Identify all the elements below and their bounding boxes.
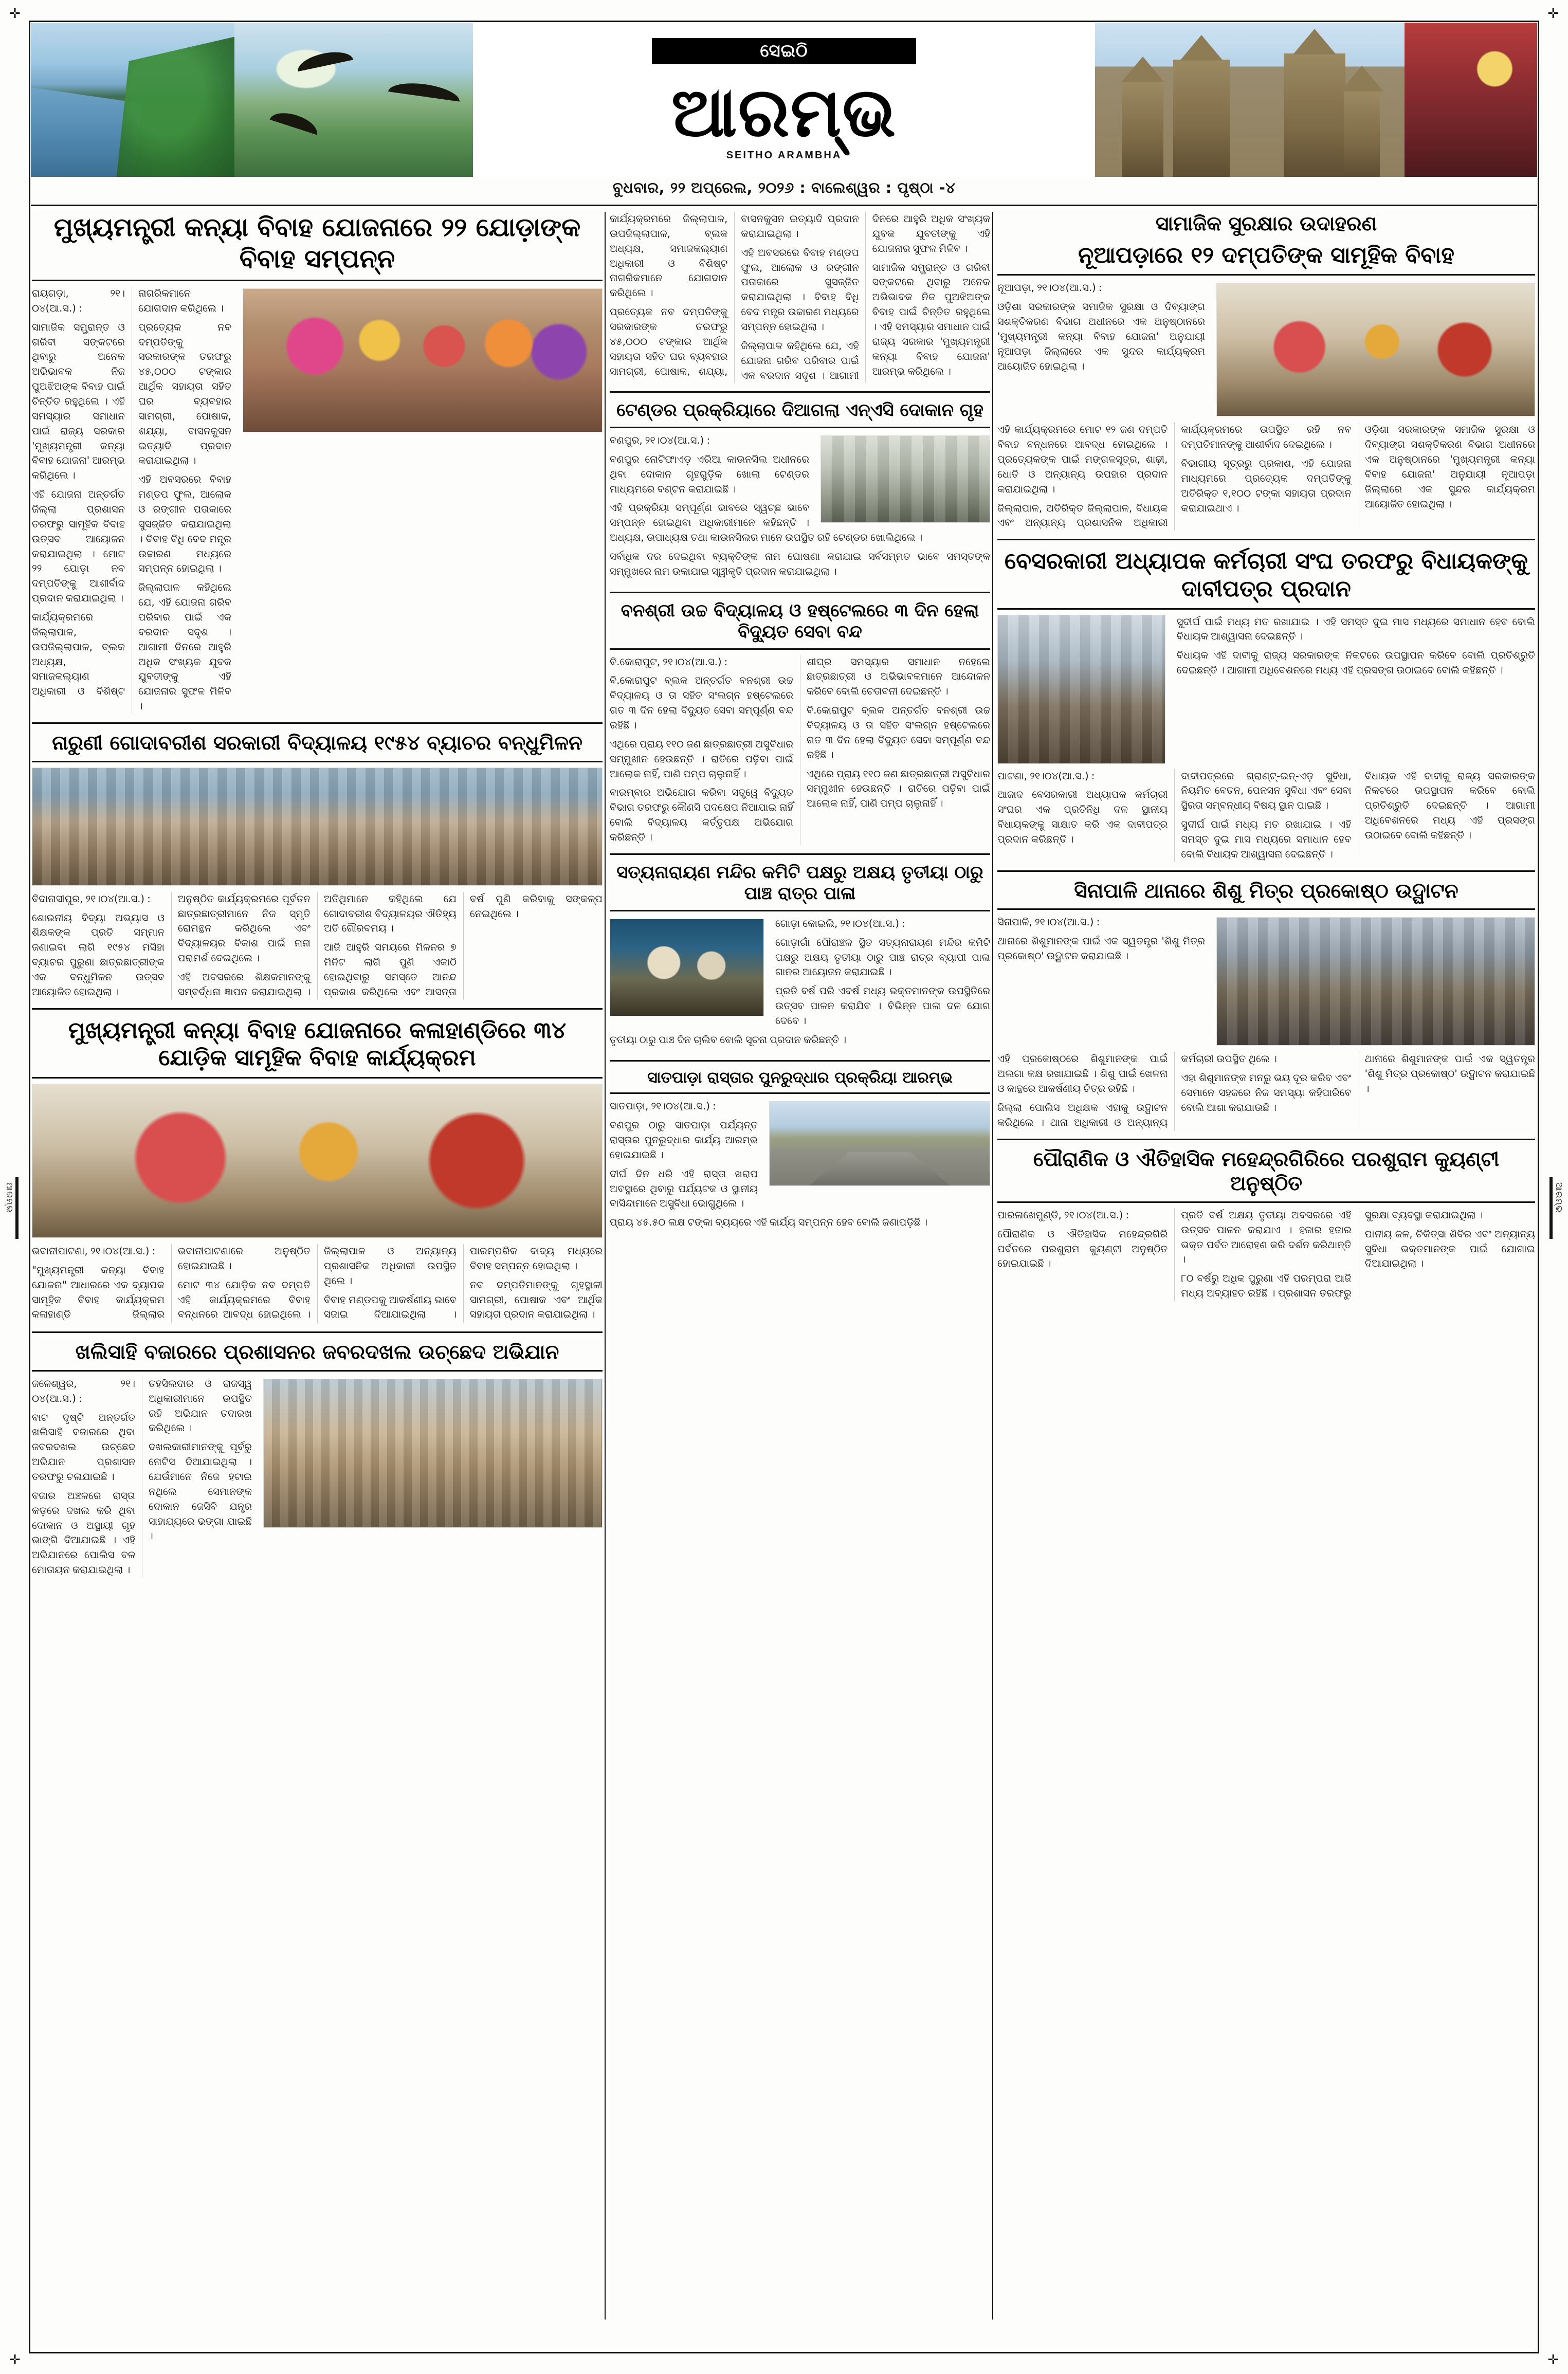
dateline-mahendragiri-parasuram: ପାରଳାଖେମୁଣ୍ଡି, ୨୧।୦୪(ଆ.ସ.) :: [997, 1209, 1129, 1221]
para: ଦାବୀପତ୍ରରେ ଗ୍ରାଣ୍ଟ୍-ଇନ୍-ଏଡ଼ ସୁବିଧା, ନିୟମିତ ବେତନ, ପେନସନ ସୁବିଧା ଏବଂ ସେବା ସ୍ଥିରତା ସମ୍ବନ୍ଧୀୟ ବିଷୟ ସ୍ଥାନ ପାଇଛି ।: [1181, 770, 1352, 812]
pala-performance-photo: [610, 919, 764, 1016]
para: ବାରମ୍ବାର ଅଭିଯୋଗ କରିବା ସତ୍ତ୍ୱେ ବିଦ୍ୟୁତ ବିଭାଗ ତରଫରୁ କୌଣସି ପଦକ୍ଷେପ ନିଆଯାଇ ନାହିଁ ବୋଲି ବିଦ୍ୟାଳୟ କର୍ତ୍ତୃପକ୍ଷ ଅଭିଯୋଗ କରିଛନ୍ତି ।: [610, 787, 793, 844]
headline-salapada-road: ସାତପାଡ଼ା ରାସ୍ତାର ପୁନରୁଦ୍ଧାର ପ୍ରକ୍ରିୟା ଆରମ୍ଭ: [647, 1068, 953, 1087]
column-divider-2: [992, 212, 993, 2320]
headline-rule: [610, 910, 990, 911]
nac-meeting-photo: [821, 435, 990, 523]
para: ବଜାର ଅଞ୍ଚଳରେ ରାସ୍ତା କଡ଼ରେ ଦଖଲ କରି ଥିବା ଦୋକାନ ଓ ଅସ୍ଥାୟୀ ଗୃହ ଭାଙ୍ଗି ଦିଆଯାଇଛି । ଏହି ଅଭିଯାନରେ ପୋଲିସ ବଳ ମୋତାୟନ କରାଯାଇଥିଲା ।: [32, 1489, 135, 1576]
odissi-dancer-photo: [1405, 23, 1537, 177]
section-rule: [997, 1139, 1535, 1140]
dateline-teacher-union-demand: ପାଟଣା, ୨୧।୦୪(ଆ.ସ.) :: [997, 770, 1095, 782]
para: ଜିଲ୍ଲା ପୋଲିସ ଅଧିକ୍ଷକ ଏହାକୁ ଉଦ୍ଘାଟନ କରିଥିଲେ । ଥାନା ଅଧିକାରୀ ଓ ଅନ୍ୟାନ୍ୟ କର୍ମଚାରୀ ଉପସ୍ଥିତ ଥିଲେ ।: [997, 1053, 1277, 1128]
headline-narunia-reunion: ନାରୁଣୀ ଗୋଦାବରୀଶ ସରକାରୀ ବିଦ୍ୟାଳୟ ୧୯୫୪ ବ୍ୟାଚର ବନ୍ଧୁମିଳନ: [52, 732, 582, 755]
dateline-narunia-reunion: ବିଦାନାସୀପୁର, ୨୧।୦୪(ଆ.ସ.) :: [32, 892, 151, 905]
masthead-left-images: [31, 23, 473, 177]
para: ଶୀଘ୍ର ସମସ୍ୟାର ସମାଧାନ ନହେଲେ ଛାତ୍ରଛାତ୍ରୀ ଓ ଅଭିଭାବକମାନେ ଆନ୍ଦୋଳନ କରିବେ ବୋଲି ଚେତାବନୀ ଦେଇଛନ୍ତି ।: [807, 655, 990, 698]
body-teacher-union-demand-side: [1177, 615, 1535, 682]
dateline-satyanarayan-temple: ଗୋଡ଼ା କୋଇଲି, ୨୧।୦୪(ଆ.ସ.) :: [775, 917, 905, 929]
para: ପ୍ରତ୍ୟେକ ନବ ଦମ୍ପତିଙ୍କୁ ସରକାରଙ୍କ ତରଫରୁ ୪୫,୦୦୦ ଟଙ୍କାର ଆର୍ଥିକ ସହାୟତା ସହିତ ଘର ବ୍ୟବହାର ସାମଗ୍ରୀ, ପୋଷାକ, ଶଯ୍ୟା, ବାସନକୁସନ ଇତ୍ୟାଦି ପ୍ରଦାନ କରାଯାଇଥିଲା ।: [138, 321, 231, 467]
para: ବଣପୁର ନୋଟିଫାଏଡ଼ ଏରିଆ କାଉନସିଲ ଅଧୀନରେ ଥିବା ଦୋକାନ ଗୃହଗୁଡ଼ିକ ଖୋଲା ଟେଣ୍ଡର ମାଧ୍ୟମରେ ବଣ୍ଟନ କରାଯାଇଛି ।: [610, 453, 809, 495]
section-rule: [610, 853, 990, 855]
edge-label-right: ଆରମ୍ଭ: [1554, 1182, 1564, 1213]
body-nuapada-12-couples-cont: [997, 423, 1535, 531]
para: ବିଧାୟକ ଏହି ଦାବୀକୁ ରାଜ୍ୟ ସରକାରଙ୍କ ନିକଟରେ ଉପସ୍ଥାପନ କରିବେ ବୋଲି ପ୍ରତିଶ୍ରୁତି ଦେଇଛନ୍ତି । ଆଗାମୀ ଅଧିବେଶନରେ ମଧ୍ୟ ଏହି ପ୍ରସଙ୍ଗ ଉଠାଇବେ ବୋଲି କହିଛନ୍ତି ।: [1176, 649, 1535, 677]
headline-rule: [610, 1092, 990, 1094]
para: ଏଥିରେ ପ୍ରାୟ ୧୧୦ ଜଣ ଛାତ୍ରଛାତ୍ରୀ ଅସୁବିଧାର ସମ୍ମୁଖୀନ ହେଉଛନ୍ତି । ରାତିରେ ପଢ଼ିବା ପାଇଁ ଆଲୋକ ନାହିଁ, ପାଣି ପମ୍ପ ଚାଲୁନାହିଁ ।: [610, 738, 793, 780]
dateline: ବୁଧବାର, ୨୨ ଅପ୍ରେଲ, ୨୦୨୬ : ବାଲେଶ୍ୱର : ପୃଷ୍ଠା -୪: [612, 179, 956, 196]
para: ଆଜାଦ ବେସରକାରୀ ଅଧ୍ୟାପକ କର୍ମଚାରୀ ସଂଘର ଏକ ପ୍ରତିନିଧି ଦଳ ସ୍ଥାନୀୟ ବିଧାୟକଙ୍କୁ ସାକ୍ଷାତ କରି ଏକ ଦାବୀପତ୍ର ପ୍ରଦାନ କରିଛନ୍ତି ।: [997, 789, 1168, 846]
nuapada-wedding-photo: [1216, 283, 1535, 416]
article-mahendragiri-parasuram: [997, 1147, 1535, 1301]
para: ବିବାହ ମଣ୍ଡପକୁ ଆକର୍ଷଣୀୟ ଭାବେ ସଜାଇ ଦିଆଯାଇଥିଲା । ପାରମ୍ପରିକ ବାଦ୍ୟ ମଧ୍ୟରେ ବିବାହ ସମ୍ପନ୍ନ ହୋଇଥିଲା ।: [324, 1245, 603, 1321]
dateline-nuapada-12-couples: ନୂଆପଡ଼ା, ୨୧।୦୪(ଆ.ସ.) :: [997, 282, 1102, 294]
headline-rule: [997, 908, 1535, 910]
body-narunia-reunion: [32, 892, 603, 1000]
para: ତହସିଲଦାର ଓ ରାଜସ୍ୱ ଅଧିକାରୀମାନେ ଉପସ୍ଥିତ ରହି ଅଭିଯାନ ତଦାରଖ କରିଥିଲେ ।: [149, 1377, 252, 1434]
temple-photo: [1095, 23, 1245, 177]
article-narunia-reunion: [32, 731, 603, 1000]
kicker-nuapada-12-couples: ସାମାଜିକ ସୁରକ୍ଷାର ଉଦାହରଣ: [1155, 212, 1377, 235]
eagles-photo: [234, 23, 473, 177]
body-teacher-union-demand: [997, 769, 1535, 862]
para: "ମୁଖ୍ୟମନ୍ତ୍ରୀ କନ୍ୟା ବିବାହ ଯୋଜନା" ଆଧାରରେ ଏକ ବ୍ୟାପକ ସାମୂହିକ ବିବାହ କାର୍ଯ୍ୟକ୍ରମ କଳାହାଣ୍ଡି ଜିଲ୍ଲାର ଭବାନୀପାଟଣାରେ ଅନୁଷ୍ଠିତ ହୋଇଯାଇଛି ।: [32, 1245, 311, 1321]
para: ୮୦ ବର୍ଷରୁ ଅଧିକ ପୁରୁଣା ଏହି ପରମ୍ପରା ଆଜି ମଧ୍ୟ ଅବ୍ୟାହତ ରହିଛି । ପ୍ରଶାସନ ତରଫରୁ ସୁରକ୍ଷା ବ୍ୟବସ୍ଥା କରାଯାଇଥିଲା ।: [1181, 1209, 1483, 1300]
para: କାର୍ଯ୍ୟକ୍ରମରେ ଜିଲ୍ଲାପାଳ, ଉପଜିଲ୍ଲାପାଳ, ବ୍ଲକ ଅଧ୍ୟକ୍ଷ, ସମାଜକଲ୍ୟାଣ ଅଧିକାରୀ ଓ ବିଶିଷ୍ଟ ନାଗରିକମାନେ ଯୋଗଦାନ କରିଥିଲେ ।: [32, 287, 224, 698]
para: ଜିଲ୍ଲାପାଳ କହିଥିଲେ ଯେ, ଏହି ଯୋଜନା ଗରିବ ପରିବାର ପାଇଁ ଏକ ବରଦାନ ସଦୃଶ । ଆଗାମୀ ଦିନରେ ଆହୁରି ଅଧିକ ସଂଖ୍ୟକ ଯୁବକ ଯୁବତୀଙ୍କୁ ଏହି ଯୋଜନାର ସୁଫଳ ମିଳିବ ।: [138, 581, 231, 713]
coastline-photo: [31, 23, 234, 177]
para: ତୃତୀୟା ଠାରୁ ପାଞ୍ଚ ଦିନ ଚାଲିବ ବୋଲି ସୂଚନା ପ୍ରଦାନ କରିଛନ୍ତି ।: [610, 1033, 847, 1046]
body-khalisahi-eviction: [32, 1377, 252, 1578]
headline-satyanarayan-temple: ସତ୍ୟନାରାୟଣ ମନ୍ଦିର କମିଟି ପକ୍ଷରୁ ଅକ୍ଷୟ ତୃତୀୟା ଠାରୁ ପାଞ୍ଚ ରାତ୍ର ପାଳା: [616, 862, 983, 904]
para: ଜିଲ୍ଲାପାଳ କହିଥିଲେ ଯେ, ଏହି ଯୋଜନା ଗରିବ ପରିବାର ପାଇଁ ଏକ ବରଦାନ ସଦୃଶ । ଆଗାମୀ ଦିନରେ ଆହୁରି ଅଧିକ ସଂଖ୍ୟକ ଯୁବକ ଯୁବତୀଙ୍କୁ ଏହି ଯୋଜନାର ସୁଫଳ ମିଳିବ ।: [741, 213, 990, 381]
headline-mahendragiri-parasuram: ପୌରାଣିକ ଓ ଐତିହାସିକ ମହେନ୍ଦ୍ରଗିରିରେ ପରଶୁରାମ କୁୟଣ୍ଟୀ ଅନୁଷ୍ଠିତ: [1033, 1147, 1500, 1196]
para: ବି.କୋରାପୁଟ ବ୍ଲକ ଅନ୍ତର୍ଗତ ବନଶ୍ରୀ ଉଚ୍ଚ ବିଦ୍ୟାଳୟ ଓ ତା ସହିତ ସଂଲଗ୍ନ ହଷ୍ଟେଲରେ ଗତ ୩ ଦିନ ହେଲା ବିଦ୍ୟୁତ ସେବା ସମ୍ପୂର୍ଣ୍ଣ ବନ୍ଦ ରହିଛି ।: [610, 674, 793, 732]
headline-khalisahi-eviction: ଖଲିସାହି ବଜାରରେ ପ୍ରଶାସନର ଜବରଦଖଲ ଉଚ୍ଛେଦ ଅଭିଯାନ: [75, 1341, 559, 1364]
headline-rule: [32, 280, 603, 281]
para: ବଣପୁର ଠାରୁ ସାତପାଡ଼ା ପର୍ଯ୍ୟନ୍ତ ରାସ୍ତାର ପୁନରୁଦ୍ଧାର କାର୍ଯ୍ୟ ଆରମ୍ଭ ହୋଇଯାଇଛି ।: [610, 1119, 758, 1161]
para: ପ୍ରାୟ ୪୫.୫୦ ଲକ୍ଷ ଟଙ୍କା ବ୍ୟୟରେ ଏହି କାର୍ଯ୍ୟ ସମ୍ପନ୍ନ ହେବ ବୋଲି ଜଣାପଡ଼ିଛି ।: [610, 1216, 928, 1229]
headline-rule: [32, 761, 603, 762]
child-cell-inauguration-photo: [1216, 917, 1535, 1046]
crop-mark-top-right: ✛: [1547, 6, 1559, 22]
para: ଏହି ଅବସରରେ ଶିକ୍ଷକମାନଙ୍କୁ ସମ୍ବର୍ଦ୍ଧନା ଜ୍ଞାପନ କରାଯାଇଥିଲା । ଅତିଥିମାନେ କହିଥିଲେ ଯେ ଗୋଦାବରୀଶ ବିଦ୍ୟାଳୟର ଐତିହ୍ୟ ଅତି ଗୌରବମୟ ।: [178, 892, 457, 998]
headline-rule: [610, 648, 990, 650]
masthead-title-block: [473, 23, 1095, 177]
article-nc-tender-shop: [610, 400, 990, 583]
article-salapada-road: [610, 1069, 990, 1234]
headline-rule: [997, 274, 1535, 276]
school-reunion-group-photo: [32, 768, 603, 886]
para: ଏହି ଯୋଜନା ଅନ୍ତର୍ଗତ ଜିଲ୍ଲା ପ୍ରଶାସନ ତରଫରୁ ସାମୂହିକ ବିବାହ ଉତ୍ସବ ଆୟୋଜନ କରାଯାଇଥିଲା । ମୋଟ ୨୨ ଯୋଡ଼ା ନବ ଦମ୍ପତିଙ୍କୁ ଆଶୀର୍ବାଦ ପ୍ରଦାନ କରାଯାଇଥିଲା ।: [32, 488, 125, 605]
section-rule: [610, 1060, 990, 1062]
section-rule: [610, 592, 990, 593]
para: ଏହି କାର୍ଯ୍ୟକ୍ରମରେ ମୋଟ ୧୨ ଜଣ ଦମ୍ପତି ବିବାହ ବନ୍ଧନରେ ଆବଦ୍ଧ ହୋଇଥିଲେ । ପ୍ରତ୍ୟେକଙ୍କ ପାଇଁ ମଙ୍ଗଳସୂତ୍ର, ଶାଢ଼ୀ, ଧୋତି ଓ ଅନ୍ୟାନ୍ୟ ଉପହାର ପ୍ରଦାନ କରାଯାଇଥିଲା ।: [997, 424, 1168, 495]
headline-rule: [32, 1370, 603, 1372]
article-teacher-union-demand: [997, 547, 1535, 862]
para: ଥାନାରେ ଶିଶୁମାନଙ୍କ ପାଇଁ ଏକ ସ୍ୱତନ୍ତ୍ର 'ଶିଶୁ ମିତ୍ର ପ୍ରକୋଷ୍ଠ' ଉଦ୍ଘାଟନ କରାଯାଇଛି ।: [1364, 1053, 1535, 1095]
para: କାର୍ଯ୍ୟକ୍ରମରେ ଜିଲ୍ଲାପାଳ, ଉପଜିଲ୍ଲାପାଳ, ବ୍ଲକ ଅଧ୍ୟକ୍ଷ, ସମାଜକଲ୍ୟାଣ ଅଧିକାରୀ ଓ ବିଶିଷ୍ଟ ନାଗରିକମାନେ ଯୋଗଦାନ କରିଥିଲେ ।: [610, 213, 728, 299]
dateline-banashree-power-cut: ବି.କୋରାପୁଟ, ୨୧।୦୪(ଆ.ସ.) :: [610, 655, 728, 668]
headline-rule: [610, 427, 990, 428]
para: ଏହି ଅବସରରେ ବିବାହ ମଣ୍ଡପ ଫୁଲ, ଆଲୋକ ଓ ରଙ୍ଗୀନ ପତାକାରେ ସୁସଜ୍ଜିତ କରାଯାଇଥିଲା । ବିବାହ ବିଧି ବେଦ ମନ୍ତ୍ର ଉଚ୍ଚାରଣ ମଧ୍ୟରେ ସମ୍ପନ୍ନ ହୋଇଥିଲା ।: [741, 246, 859, 333]
column-left: [32, 212, 603, 1585]
para: ବିଧାୟକ ଏହି ଦାବୀକୁ ରାଜ୍ୟ ସରକାରଙ୍କ ନିକଟରେ ଉପସ୍ଥାପନ କରିବେ ବୋଲି ପ୍ରତିଶ୍ରୁତି ଦେଇଛନ୍ତି । ଆଗାମୀ ଅଧିବେଶନରେ ମଧ୍ୟ ଏହି ପ୍ରସଙ୍ଗ ଉଠାଇବେ ବୋଲି କହିଛନ୍ତି ।: [1364, 770, 1535, 842]
column-divider-1: [605, 212, 606, 2320]
para: ଓଡ଼ିଶା ସରକାରଙ୍କ ସମାଜିକ ସୁରକ୍ଷା ଓ ଦିବ୍ୟାଙ୍ଗ ସଶକ୍ତିକରଣ ବିଭାଗ ଅଧୀନରେ ଏକ ଅନୁଷ୍ଠାନରେ 'ମୁଖ୍ୟମନ୍ତ୍ରୀ କନ୍ୟା ବିବାହ ଯୋଜନା' ଅନୁଯାୟୀ ନୂଆପଡ଼ା ଜିଲ୍ଲାରେ ଏକ ସୁନ୍ଦର କାର୍ଯ୍ୟକ୍ରମ ଆୟୋଜିତ ହୋଇଥିଲା ।: [1364, 424, 1535, 510]
dateline-kalahandi-34-couples: ଭବାନୀପାଟଣା, ୨୧।୦୪(ଆ.ସ.) :: [32, 1245, 156, 1257]
body-cm-kanya-bibaha-22: [32, 286, 231, 714]
para: ଓଡ଼ିଶା ସରକାରଙ୍କ ସମାଜିକ ସୁରକ୍ଷା ଓ ଦିବ୍ୟାଙ୍ଗ ସଶକ୍ତିକରଣ ବିଭାଗ ଅଧୀନରେ ଏକ ଅନୁଷ୍ଠାନରେ 'ମୁଖ୍ୟମନ୍ତ୍ରୀ କନ୍ୟା ବିବାହ ଯୋଜନା' ଅନୁଯାୟୀ ନୂଆପଡ଼ା ଜିଲ୍ଲାରେ ଏକ ସୁନ୍ଦର କାର୍ଯ୍ୟକ୍ରମ ଆୟୋଜିତ ହୋଇଥିଲା ।: [997, 301, 1205, 372]
dateline-nc-tender-shop: ବଣପୁର, ୨୧।୦୪(ଆ.ସ.) :: [610, 434, 710, 446]
headline-rule: [997, 608, 1535, 610]
para: ଗୋଡ଼ାଗାଁ ପୌରାଞ୍ଚଳ ସ୍ଥିତ ସତ୍ୟନାରାୟଣ ମନ୍ଦିର କମିଟି ପକ୍ଷରୁ ଅକ୍ଷୟ ତୃତୀୟା ଠାରୁ ପାଞ୍ଚ ରାତ୍ର ବ୍ୟାପୀ ପାଳା ଗାନର ଆୟୋଜନ କରାଯାଇଛି ।: [775, 936, 990, 978]
dateline-cm-kanya-bibaha-22: ରାୟଗଡ଼ା, ୨୧।୦୪(ଆ.ସ.) :: [32, 287, 125, 314]
masthead-title: ଆରମ୍ଭ: [671, 72, 897, 152]
article-cm-kanya-bibaha-22: [32, 212, 603, 714]
kalahandi-wedding-group-photo: [32, 1084, 603, 1238]
para: ପାନୀୟ ଜଳ, ଚିକିତ୍ସା ଶିବିର ଏବଂ ଅନ୍ୟାନ୍ୟ ସୁବିଧା ଭକ୍ତମାନଙ୍କ ପାଇଁ ଯୋଗାଇ ଦିଆଯାଇଥିଲା ।: [1364, 1228, 1535, 1270]
para: ପ୍ରତି ବର୍ଷ ପରି ଏବର୍ଷ ମଧ୍ୟ ଭକ୍ତମାନଙ୍କ ଉପସ୍ଥିତିରେ ଉତ୍ସବ ପାଳନ କରାଯିବ । ବିଭିନ୍ନ ପାଳା ଦଳ ଯୋଗ ଦେବେ ।: [775, 985, 990, 1027]
body-banashree-power-cut: [610, 655, 990, 845]
article-khalisahi-eviction: [32, 1340, 603, 1578]
para: ବି.କୋରାପୁଟ ବ୍ଲକ ଅନ୍ତର୍ଗତ ବନଶ୍ରୀ ଉଚ୍ଚ ବିଦ୍ୟାଳୟ ଓ ତା ସହିତ ସଂଲଗ୍ନ ହଷ୍ଟେଲରେ ଗତ ୩ ଦିନ ହେଲା ବିଦ୍ୟୁତ ସେବା ସମ୍ପୂର୍ଣ୍ଣ ବନ୍ଦ ରହିଛି ।: [807, 704, 990, 761]
road-gateway-photo: [769, 1101, 990, 1186]
headline-sinapali-child-cell: ସିନାପାଳି ଥାନାରେ ଶିଶୁ ମିତ୍ର ପ୍ରକୋଷ୍ଠ ଉଦ୍ଘାଟନ: [1074, 879, 1458, 903]
para: ଏହି ପ୍ରକ୍ରିୟା ସମ୍ପୂର୍ଣ୍ଣ ଭାବରେ ସ୍ୱଚ୍ଛ ଭାବେ ସମ୍ପନ୍ନ ହୋଇଥିବା ଅଧିକାରୀମାନେ କହିଛନ୍ତି । ଅଧ୍ୟକ୍ଷ, ଉପାଧ୍ୟକ୍ଷ ତଥା କାଉନସିଲର ମାନେ ଉପସ୍ଥିତ ରହି ଟେଣ୍ଡର ଖୋଲିଥିଲେ ।: [610, 502, 923, 544]
masthead: [31, 23, 1537, 177]
para: ଦଖଲକାରୀମାନଙ୍କୁ ପୂର୍ବରୁ ନୋଟିସ ଦିଆଯାଇଥିଲା । ଯେଉଁମାନେ ନିଜେ ହଟାଇ ନଥିଲେ ସେମାନଙ୍କ ଦୋକାନ ଜେସିବି ଯନ୍ତ୍ର ସାହାଯ୍ୟରେ ଭଙ୍ଗା ଯାଇଛି ।: [149, 1441, 252, 1542]
masthead-kicker: ସେଇଠି: [652, 38, 916, 64]
headline-banashree-power-cut: ବନଶ୍ରୀ ଉଚ୍ଚ ବିଦ୍ୟାଳୟ ଓ ହଷ୍ଟେଲରେ ୩ ଦିନ ହେଲା ବିଦ୍ୟୁତ ସେବା ବନ୍ଦ: [621, 600, 979, 643]
article-kalahandi-34-couples: [32, 1017, 603, 1324]
para: ଆଜି ଆହୁରି ସମୟରେ ମିଳନର ୭ ମିନିଟ ଲାଗି ପୁଣି ଏକାଠି ହୋଇଥିବାରୁ ସମସ୍ତେ ଆନନ୍ଦ ପ୍ରକାଶ କରିଥିଲେ ଏବଂ ଆସନ୍ତା ବର୍ଷ ପୁଣି କରିବାକୁ ସଙ୍କଳ୍ପ ନେଇଥିଲେ ।: [324, 892, 603, 998]
article-nuapada-12-couples: [997, 212, 1535, 531]
section-rule: [997, 870, 1535, 872]
column-middle: [610, 212, 990, 1241]
masthead-rule: [31, 205, 1537, 206]
para: ଏହି ଅବସରରେ ବିବାହ ମଣ୍ଡପ ଫୁଲ, ଆଲୋକ ଓ ରଙ୍ଗୀନ ପତାକାରେ ସୁସଜ୍ଜିତ କରାଯାଇଥିଲା । ବିବାହ ବିଧି ବେଦ ମନ୍ତ୍ର ଉଚ୍ଚାରଣ ମଧ୍ୟରେ ସମ୍ପନ୍ନ ହୋଇଥିଲା ।: [138, 473, 231, 575]
para: ବାଟ ଦୃଷ୍ଟି ଅନ୍ତର୍ଗତ ଖଲିସାହି ବଜାରରେ ଥିବା ଜବରଦଖଲ ଉଚ୍ଛେଦ ଅଭିଯାନ ପ୍ରଶାସନ ତରଫରୁ ଚଳାଯାଇଛି ।: [32, 1411, 135, 1483]
mass-wedding-photo: [243, 288, 603, 432]
headline-kalahandi-34-couples: ମୁଖ୍ୟମନ୍ତ୍ରୀ କନ୍ୟା ବିବାହ ଯୋଜନାରେ କଳାହାଣ୍ଡିରେ ୩୪ ଯୋଡ଼ିକ ସାମୂହିକ ବିବାହ କାର୍ଯ୍ୟକ୍ରମ: [68, 1017, 567, 1071]
para: ଶୋଭନୀୟ ବିଦ୍ୟା ଅଭ୍ୟାସ ଓ ଶିକ୍ଷକଙ୍କ ପ୍ରତି ସମ୍ମାନ ଜଣାଇବା ଲାଗି ୧୯୫୪ ମସିହା ବ୍ୟାଚର ପୁରୁଣା ଛାତ୍ରଛାତ୍ରୀଙ୍କ ଏକ ବନ୍ଧୁମିଳନ ଉତ୍ସବ ଆୟୋଜିତ ହୋଇଥିଲା ।: [32, 911, 165, 998]
body-kalahandi-34-couples: [32, 1244, 603, 1323]
headline-nc-tender-shop: ଟେଣ୍ଡର ପ୍ରକ୍ରିୟାରେ ଦିଆଗଲା ଏନ୍ଏସି ଦୋକାନ ଗୃହ: [616, 400, 983, 421]
edge-label-left: ଆରମ୍ଭ: [5, 1182, 14, 1213]
article-sinapali-child-cell: [997, 879, 1535, 1130]
section-rule: [997, 539, 1535, 540]
body-sinapali-child-cell-cont: [997, 1052, 1535, 1130]
para: ସାମାଜିକ ସମ୍ଭ୍ରାନ୍ତ ଓ ଗରିବୀ ସଙ୍କଟରେ ଥିବାରୁ ଅନେକ ଅଭିଭାବକ ନିଜ ପୁଅଝିଅଙ୍କ ବିବାହ ପାଇଁ ଚିନ୍ତିତ ରହୁଥିଲେ । ଏହି ସମସ୍ୟାର ସମାଧାନ ପାଇଁ ରାଜ୍ୟ ସରକାର 'ମୁଖ୍ୟମନ୍ତ୍ରୀ କନ୍ୟା ବିବାହ ଯୋଜନା' ଆରମ୍ଭ କରିଥିଲେ ।: [872, 261, 990, 377]
memorandum-handover-photo: [997, 615, 1165, 764]
body-cm-kanya-bibaha-22-overflow: [610, 212, 990, 383]
para: ଜିଲ୍ଲାପାଳ, ଅତିରିକ୍ତ ଜିଲ୍ଲାପାଳ, ବିଧାୟକ ଏବଂ ଅନ୍ୟାନ୍ୟ ପ୍ରଶାସନିକ ଅଧିକାରୀ କାର୍ଯ୍ୟକ୍ରମରେ ଉପସ୍ଥିତ ରହି ନବ ଦମ୍ପତିମାନଙ୍କୁ ଆଶୀର୍ବାଦ ଦେଇଥିଲେ ।: [997, 424, 1352, 529]
para: ସୁଦୀର୍ଘ ପାଇଁ ମଧ୍ୟ ମତ ରଖାଯାଇ । ଏହି ସମସ୍ତ ଦୁଇ ମାସ ମଧ୍ୟରେ ସମାଧାନ ହେବ ବୋଲି ବିଧାୟକ ଆଶ୍ୱାସନା ଦେଇଛନ୍ତି ।: [1176, 615, 1535, 643]
para: ଏହି ପ୍ରକୋଷ୍ଠରେ ଶିଶୁମାନଙ୍କ ପାଇଁ ଅଲଗା କକ୍ଷ ରଖାଯାଇଛି । ଶିଶୁ ପାଇଁ ଖେଳନା ଓ କାନ୍ଥରେ ଆକର୍ଷଣୀୟ ଚିତ୍ର ରହିଛି ।: [997, 1053, 1168, 1095]
masthead-subtitle: SEITHO ARAMBHA: [726, 149, 842, 161]
para: ସୁଦୀର୍ଘ ପାଇଁ ମଧ୍ୟ ମତ ରଖାଯାଇ । ଏହି ସମସ୍ତ ଦୁଇ ମାସ ମଧ୍ୟରେ ସମାଧାନ ହେବ ବୋଲି ବିଧାୟକ ଆଶ୍ୱାସନା ଦେଇଛନ୍ତି ।: [1181, 818, 1352, 860]
para: ମୋଟ ୩୪ ଯୋଡ଼ିକ ନବ ଦମ୍ପତି ଏହି କାର୍ଯ୍ୟକ୍ରମରେ ବିବାହ ବନ୍ଧନରେ ଆବଦ୍ଧ ହୋଇଥିଲେ । ଜିଲ୍ଲାପାଳ ଓ ଅନ୍ୟାନ୍ୟ ପ୍ରଶାସନିକ ଅଧିକାରୀ ଉପସ୍ଥିତ ଥିଲେ ।: [178, 1245, 457, 1321]
section-rule: [32, 1008, 603, 1010]
column-right: [997, 212, 1535, 1308]
jagannath-temple-photo: [1245, 23, 1405, 177]
dateline-khalisahi-eviction: ଜଳେଶ୍ୱର, ୨୧।୦୪(ଆ.ସ.) :: [32, 1377, 135, 1404]
section-rule: [610, 391, 990, 393]
para: ପୌରାଣିକ ଓ ଐତିହାସିକ ମହେନ୍ଦ୍ରଗିରି ପର୍ବତରେ ପରଶୁରାମ କୁୟଣ୍ଟୀ ଅନୁଷ୍ଠିତ ହୋଇଯାଇଛି ।: [997, 1228, 1168, 1270]
section-rule: [32, 722, 603, 724]
para: ସାମାଜିକ ସମ୍ଭ୍ରାନ୍ତ ଓ ଗରିବୀ ସଙ୍କଟରେ ଥିବାରୁ ଅନେକ ଅଭିଭାବକ ନିଜ ପୁଅଝିଅଙ୍କ ବିବାହ ପାଇଁ ଚିନ୍ତିତ ରହୁଥିଲେ । ଏହି ସମସ୍ୟାର ସମାଧାନ ପାଇଁ ରାଜ୍ୟ ସରକାର 'ମୁଖ୍ୟମନ୍ତ୍ରୀ କନ୍ୟା ବିବାହ ଯୋଜନା' ଆରମ୍ଭ କରିଥିଲେ ।: [32, 321, 125, 482]
para: ଏଥିରେ ପ୍ରାୟ ୧୧୦ ଜଣ ଛାତ୍ରଛାତ୍ରୀ ଅସୁବିଧାର ସମ୍ମୁଖୀନ ହେଉଛନ୍ତି । ରାତିରେ ପଢ଼ିବା ପାଇଁ ଆଲୋକ ନାହିଁ, ପାଣି ପମ୍ପ ଚାଲୁନାହିଁ ।: [807, 768, 990, 810]
headline-rule: [32, 1077, 603, 1079]
dateline-salapada-road: ସାତପାଡ଼ା, ୨୧।୦୪(ଆ.ସ.) :: [610, 1100, 716, 1112]
dateline-sinapali-child-cell: ସିନାପାଳି, ୨୧।୦୪(ଆ.ସ.) :: [997, 916, 1100, 928]
article-banashree-power-cut: [610, 600, 990, 845]
registration-bar-right: [1549, 1177, 1553, 1239]
headline-rule: [997, 1201, 1535, 1203]
para: ନବ ଦମ୍ପତିମାନଙ୍କୁ ଗୃହସ୍ଥାଳୀ ସାମଗ୍ରୀ, ପୋଷାକ ଏବଂ ଆର୍ଥିକ ସହାୟତା ପ୍ରଦାନ କରାଯାଇଥିଲା ।: [470, 1279, 603, 1321]
crop-mark-bottom-right: ✛: [1547, 2352, 1559, 2368]
para: ଅନୁଷ୍ଠିତ କାର୍ଯ୍ୟକ୍ରମରେ ପୂର୍ବତନ ଛାତ୍ରଛାତ୍ରୀମାନେ ନିଜ ସ୍ମୃତି ରୋମନ୍ଥନ କରିଥିଲେ ଏବଂ ବିଦ୍ୟାଳୟର ବିକାଶ ପାଇଁ ନାନା ପରାମର୍ଶ ଦେଇଥିଲେ ।: [178, 892, 311, 964]
headline-cm-kanya-bibaha-22: ମୁଖ୍ୟମନ୍ତ୍ରୀ କନ୍ୟା ବିବାହ ଯୋଜନାରେ ୨୨ ଯୋଡ଼ାଙ୍କ ବିବାହ ସମ୍ପନ୍ନ: [53, 212, 581, 273]
masthead-right-images: [1095, 23, 1537, 177]
section-rule: [32, 1331, 603, 1333]
eviction-drive-photo: [263, 1379, 603, 1528]
para: ବିଭାଗୀୟ ସୂତ୍ରରୁ ପ୍ରକାଶ, ଏହି ଯୋଜନା ମାଧ୍ୟମରେ ପ୍ରତ୍ୟେକ ଦମ୍ପତିଙ୍କୁ ଅତିରିକ୍ତ ୧,୧୦୦ ଟଙ୍କା ସହାୟତା ପ୍ରଦାନ କରାଯାଇଥାଏ ।: [1181, 457, 1352, 514]
para: ସର୍ବାଧିକ ଦର ଦେଇଥିବା ବ୍ୟକ୍ତିଙ୍କ ନାମ ଘୋଷଣା କରାଯାଇ ସର୍ବସମ୍ମତ ଭାବେ ସମସ୍ତଙ୍କ ସମ୍ମୁଖରେ ନାମ ଉକାଯାଇ ସ୍ୱୀକୃତି ପ୍ରଦାନ କରାଯାଇଥିଲା ।: [610, 550, 990, 577]
article-satyanarayan-temple: [610, 862, 990, 1052]
body-mahendragiri-parasuram: [997, 1208, 1535, 1301]
headline-nuapada-12-couples: ନୂଆପଡ଼ାରେ ୧୨ ଦମ୍ପତିଙ୍କ ସାମୂହିକ ବିବାହ: [1078, 242, 1454, 268]
para: ଏହା ଶିଶୁମାନଙ୍କ ମନରୁ ଭୟ ଦୂର କରିବ ଏବଂ ସେମାନେ ସହଜରେ ନିଜ ସମସ୍ୟା କହିପାରିବେ ବୋଲି ଆଶା କରାଯାଉଛି ।: [1181, 1072, 1352, 1113]
para: ଦୀର୍ଘ ଦିନ ଧରି ଏହି ରାସ୍ତା ଖରାପ ଅବସ୍ଥାରେ ଥିବାରୁ ପର୍ଯ୍ୟଟକ ଓ ସ୍ଥାନୀୟ ବାସିନ୍ଦାମାନେ ଅସୁବିଧା ଭୋଗୁଥିଲେ ।: [610, 1167, 758, 1210]
crop-mark-top-left: ✛: [9, 6, 21, 22]
registration-bar-left: [15, 1177, 19, 1239]
crop-mark-bottom-left: ✛: [9, 2352, 21, 2368]
para: ଥାନାରେ ଶିଶୁମାନଙ୍କ ପାଇଁ ଏକ ସ୍ୱତନ୍ତ୍ର 'ଶିଶୁ ମିତ୍ର ପ୍ରକୋଷ୍ଠ' ଉଦ୍ଘାଟନ କରାଯାଇଛି ।: [997, 935, 1205, 962]
headline-teacher-union-demand: ବେସରକାରୀ ଅଧ୍ୟାପକ କର୍ମଚାରୀ ସଂଘ ତରଫରୁ ବିଧାୟକଙ୍କୁ ଦାବୀପତ୍ର ପ୍ରଦାନ: [1005, 548, 1528, 602]
para: ପ୍ରତ୍ୟେକ ନବ ଦମ୍ପତିଙ୍କୁ ସରକାରଙ୍କ ତରଫରୁ ୪୫,୦୦୦ ଟଙ୍କାର ଆର୍ଥିକ ସହାୟତା ସହିତ ଘର ବ୍ୟବହାର ସାମଗ୍ରୀ, ପୋଷାକ, ଶଯ୍ୟା, ବାସନକୁସନ ଇତ୍ୟାଦି ପ୍ରଦାନ କରାଯାଇଥିଲା ।: [610, 213, 859, 377]
para: ପ୍ରତି ବର୍ଷ ଅକ୍ଷୟ ତୃତୀୟା ଅବସରରେ ଏହି ଉତ୍ସବ ପାଳନ କରାଯାଏ । ହଜାର ହଜାର ଭକ୍ତ ପର୍ବତ ଆରୋହଣ କରି ଦର୍ଶନ କରିଥାନ୍ତି ।: [1181, 1209, 1352, 1266]
